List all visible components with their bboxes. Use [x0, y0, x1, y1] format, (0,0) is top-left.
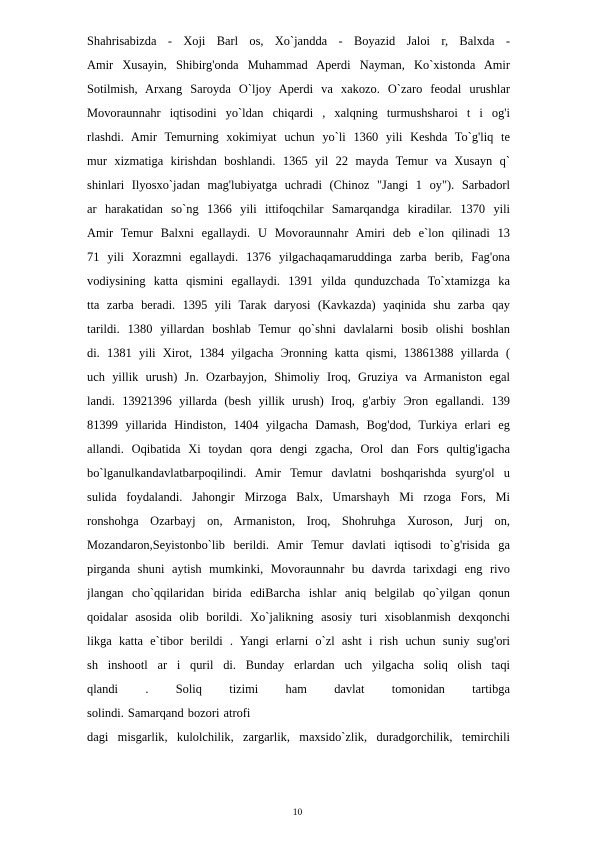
text-line-20: sulida foydalandi. Jahongir Mirzoga Balx, Umarshayh Mi rzoga Fors, Mi — [87, 490, 510, 504]
text-line-7: shinlari Ilyosxo`jadan mag'lubiyatga uchradi (Chinoz "Jangi 1 oy"). Sarbadorl — [87, 178, 510, 192]
text-line-26: likga katta e`tibor berildi . Yangi erlarni o`zl asht i rish uchun suniy sug'ori — [87, 634, 510, 648]
text-line-15: uch yillik urush) Jn. Ozarbayjon, Shimoliy Iroq, Gruziya va Armaniston egal — [87, 370, 510, 384]
text-line-2: Amir Xusayin, Shibirg'onda Muhammad Aperdi Nayman, Ko`xistonda Amir — [87, 58, 510, 72]
text-line-28: qlandi . Soliq tizimi ham davlat tomonidan tartibga — [87, 682, 510, 696]
text-line-17: 81399 yillarida Hindiston, 1404 yilgacha Damash, Bog'dod, Turkiya erlari eg — [87, 418, 510, 432]
text-line-21: ronshohga Ozarbayj on, Armaniston, Iroq, Shohruhga Xuroson, Jurj on, — [87, 514, 510, 528]
text-line-8: ar harakatidan so`ng 1366 yili ittifoqchilar Samarqandga kiradilar. 1370 yili — [87, 202, 510, 216]
text-line-10: 71 yili Xorazmni egallaydi. 1376 yilgachaqamaruddinga zarba berib, Fag'ona — [87, 250, 510, 264]
text-line-14: di. 1381 yili Xirot, 1384 yilgacha Эronning katta qismi, 13861388 yillarda ( — [87, 346, 510, 360]
text-line-9: Amir Temur Balxni egallaydi. U Movoraunnahr Amiri deb e`lon qilinadi 13 — [87, 226, 510, 240]
text-line-3: Sotilmish, Arxang Saroyda O`ljoy Aperdi va xakozo. O`zaro feodal urushlar — [87, 82, 510, 96]
page-number: 10 — [292, 808, 303, 818]
text-line-16: landi. 13921396 yillarda (besh yillik urush) Iroq, g'arbiy Эron egallandi. 139 — [87, 394, 510, 408]
text-line-23: pirganda shuni aytish mumkinki, Movoraunnahr bu davrda tarixdagi eng rivo — [87, 562, 510, 576]
text-line-11: vodiysining katta qismini egallaydi. 1391 yilda qunduzchada To`xtamizga ka — [87, 274, 510, 288]
text-line-5: rlashdi. Amir Temurning xokimiyat uchun yo`li 1360 yili Keshda To`g'liq te — [87, 130, 510, 144]
text-line-29: solindi. Samarqand bozori atrofi — [87, 706, 251, 720]
text-line-19: bo`lganulkandavlatbarpoqilindi. Amir Temur davlatni boshqarishda syurg'ol u — [87, 466, 510, 480]
text-line-25: qoidalar asosida olib borildi. Xo`jalikning asosiy turi xisoblanmish dexqonchi — [87, 610, 510, 624]
text-line-4: Movoraunnahr iqtisodini yo`ldan chiqardi , xalqning turmushsharoi t i og'i — [87, 106, 510, 120]
text-line-12: tta zarba beradi. 1395 yili Tarak daryosi (Kavkazda) yaqinida shu zarba qay — [87, 298, 510, 312]
text-line-24: jlangan cho`qqilaridan birida ediBarcha ishlar aniq belgilab qo`yilgan qonun — [87, 586, 510, 600]
text-line-27: sh inshootl ar i quril di. Bunday erlardan uch yilgacha soliq olish taqi — [87, 658, 510, 672]
text-line-6: mur xizmatiga kirishdan boshlandi. 1365 yil 22 mayda Temur va Xusayn q` — [87, 154, 510, 168]
text-line-22: Mozandaron,Seyistonbo`lib berildi. Amir Temur davlati iqtisodi to`g'risida ga — [87, 538, 510, 552]
text-line-30: dagi misgarlik, kulolchilik, zargarlik, maxsido`zlik, duradgorchilik, temirchili — [87, 730, 510, 744]
text-line-13: tarildi. 1380 yillardan boshlab Temur qo`shni davlalarni bosib olishi boshlan — [87, 322, 510, 336]
body-text — [87, 29, 510, 749]
text-line-1: Shahrisabizda - Xoji Barl os, Xo`jandda - Boyazid Jaloi r, Balxda - — [87, 34, 510, 48]
text-line-18: allandi. Oqibatida Xi toydan qora dengi zgacha, Orol dan Fors qultig'igacha — [87, 442, 510, 456]
